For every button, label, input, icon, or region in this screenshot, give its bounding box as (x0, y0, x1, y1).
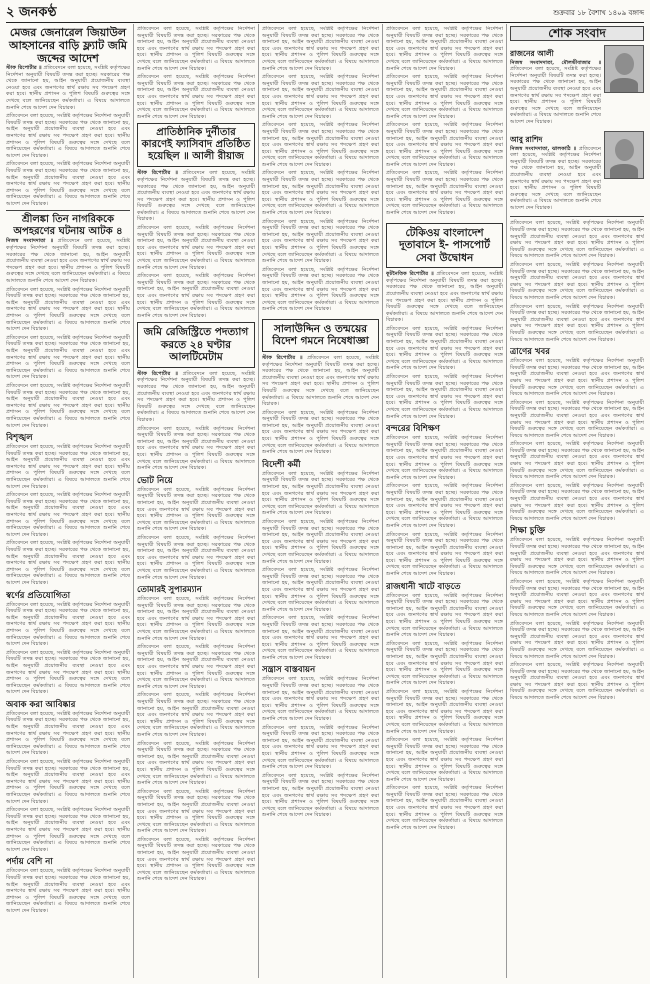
article-headline: বিদেশী কর্মী (262, 459, 301, 470)
article-headline: তোমারই সুপারম্যান (137, 585, 202, 596)
article-headline: বন্দরের বিশিক্ষণ (386, 424, 440, 435)
article-headline: অবাক করা আবিষ্কার (6, 699, 76, 710)
article-byline: স্টাফ রিপোর্টার ॥ (6, 65, 42, 71)
article-byline: নিজস্ব সংবাদদাতা ॥ (6, 238, 54, 245)
article-headline: স্বর্ণের প্রতিযোগিতা (6, 590, 71, 601)
obituary-photo (604, 131, 644, 179)
column-rule (382, 24, 383, 978)
article-headline: জমি রেজিস্ট্রিতে পদত্যাগ করতে ২৪ ঘণ্টার আলটিমেটাম (143, 326, 249, 364)
article-headline: মেজর জেনারেল জিয়াউল আহসানের বাড়ি ফ্ল্যাট জমি জব্দের আদেশ (8, 26, 128, 65)
column-3: প্রতিবেদনে বলা হয়েছে, সংশ্লিষ্ট কর্তৃপক্ষের নির্দেশনা অনুযায়ী বিষয়টি তদন্ত করা হচ্ছে। সরকারের পক্ষ থেকে জানানো হয়, আইন অনুযায়ী প্রয়োজনীয় ব্যবস্থা নেওয়া হবে এবং জনগণের স্বার্থ রক্ষায় সব পদক্ষেপ গ্রহণ করা হবে। স্থানীয় প্রশাসন ও পুলিশ বিষয়টি গুরুত্বের সঙ্গে দেখছে বলে জানিয়েছেন কর্মকর্তারা। এ বিষয়ে আদালতে শুনানি শেষে আদেশ দেন বিচারক। প্রতিবেদনে বলা হয়েছে, সংশ্লিষ্ট কর্তৃপক্ষের নির্দেশনা অনুযায়ী বিষয়টি তদন্ত করা হচ্ছে। সরকারের পক্ষ থেকে জানানো হয়, আইন অনুযায়ী প্রয়োজনীয় ব্যবস্থা নেওয়া হবে এবং জনগণের স্বার্থ রক্ষায় সব পদক্ষেপ গ্রহণ করা হবে। স্থানীয় প্রশাসন ও পুলিশ বিষয়টি গুরুত্বের সঙ্গে দেখছে বলে জানিয়েছেন কর্মকর্তারা। এ বিষয়ে আদালতে শুনানি শেষে আদেশ দেন বিচারক। প্রতিবেদনে বলা হয়েছে, সংশ্লিষ্ট কর্তৃপক্ষের নির্দেশনা অনুযায়ী বিষয়টি তদন্ত করা হচ্ছে। সরকারের পক্ষ থেকে জানানো হয়, আইন অনুযায়ী প্রয়োজনীয় ব্যবস্থা নেওয়া হবে এবং জনগণের স্বার্থ রক্ষায় সব পদক্ষেপ গ্রহণ করা হবে। স্থানীয় প্রশাসন ও পুলিশ বিষয়টি গুরুত্বের সঙ্গে দেখছে বলে জানিয়েছেন কর্মকর্তারা। এ বিষয়ে আদালতে শুনানি শেষে আদেশ দেন বিচারক। প্রতিবেদনে বলা হয়েছে, সংশ্লিষ্ট কর্তৃপক্ষের নির্দেশনা অনুযায়ী বিষয়টি তদন্ত করা হচ্ছে। সরকারের পক্ষ থেকে জানানো হয়, আইন অনুযায়ী প্রয়োজনীয় ব্যবস্থা নেওয়া হবে এবং জনগণের স্বার্থ রক্ষায় সব পদক্ষেপ গ্রহণ করা হবে। স্থানীয় প্রশাসন ও পুলিশ বিষয়টি গুরুত্বের সঙ্গে দেখছে বলে জানিয়েছেন কর্মকর্তারা। এ বিষয়ে আদালতে শুনানি শেষে আদেশ দেন বিচারক। প্রতিবেদনে বলা হয়েছে, সংশ্লিষ্ট কর্তৃপক্ষের নির্দেশনা অনুযায়ী বিষয়টি তদন্ত করা হচ্ছে। সরকারের পক্ষ থেকে জানানো হয়, আইন অনুযায়ী প্রয়োজনীয় ব্যবস্থা নেওয়া হবে এবং জনগণের স্বার্থ রক্ষায় সব পদক্ষেপ গ্রহণ করা হবে। স্থানীয় প্রশাসন ও পুলিশ বিষয়টি গুরুত্বের সঙ্গে দেখছে বলে জানিয়েছেন কর্মকর্তারা। এ বিষয়ে আদালতে শুনানি শেষে আদেশ দেন বিচারক। প্রতিবেদনে বলা হয়েছে, সংশ্লিষ্ট কর্তৃপক্ষের নির্দেশনা অনুযায়ী বিষয়টি তদন্ত করা হচ্ছে। সরকারের পক্ষ থেকে জানানো হয়, আইন অনুযায়ী প্রয়োজনীয় ব্যবস্থা নেওয়া হবে এবং জনগণের স্বার্থ রক্ষায় সব পদক্ষেপ গ্রহণ করা হবে। স্থানীয় প্রশাসন ও পুলিশ বিষয়টি গুরুত্বের সঙ্গে দেখছে বলে জানিয়েছেন কর্মকর্তারা। এ বিষয়ে আদালতে শুনানি শেষে আদেশ দেন বিচারক। সালাউদ্দিন ও তন্ময়ের বিদেশ গমনে নিষেধাজ্ঞা স্টাফ রিপোর্টার ॥ প্রতিবেদনে বলা হয়েছে, সংশ্লিষ্ট কর্তৃপক্ষের নির্দেশনা অনুযায়ী বিষয়টি তদন্ত করা হচ্ছে। সরকারের পক্ষ থেকে জানানো হয়, আইন অনুযায়ী প্রয়োজনীয় ব্যবস্থা নেওয়া হবে এবং জনগণের স্বার্থ রক্ষায় সব পদক্ষেপ গ্রহণ করা হবে। স্থানীয় প্রশাসন ও পুলিশ বিষয়টি গুরুত্বের সঙ্গে দেখছে বলে জানিয়েছেন কর্মকর্তারা। এ বিষয়ে আদালতে শুনানি শেষে আদেশ দেন বিচারক। প্রতিবেদনে বলা হয়েছে, সংশ্লিষ্ট কর্তৃপক্ষের নির্দেশনা অনুযায়ী বিষয়টি তদন্ত করা হচ্ছে। সরকারের পক্ষ থেকে জানানো হয়, আইন অনুযায়ী প্রয়োজনীয় ব্যবস্থা নেওয়া হবে এবং জনগণের স্বার্থ রক্ষায় সব পদক্ষেপ গ্রহণ করা হবে। স্থানীয় প্রশাসন ও পুলিশ বিষয়টি গুরুত্বের সঙ্গে দেখছে বলে জানিয়েছেন কর্মকর্তারা। এ বিষয়ে আদালতে শুনানি শেষে আদেশ দেন বিচারক। বিদেশী কর্মী প্রতিবেদনে বলা হয়েছে, সংশ্লিষ্ট কর্তৃপক্ষের নির্দেশনা অনুযায়ী বিষয়টি তদন্ত করা হচ্ছে। সরকারের পক্ষ থেকে জানানো হয়, আইন অনুযায়ী প্রয়োজনীয় ব্যবস্থা নেওয়া হবে এবং জনগণের স্বার্থ রক্ষায় সব পদক্ষেপ গ্রহণ করা হবে। স্থানীয় প্রশাসন ও পুলিশ বিষয়টি গুরুত্বের সঙ্গে দেখছে বলে জানিয়েছেন কর্মকর্তারা। এ বিষয়ে আদালতে শুনানি শেষে আদেশ দেন বিচারক। প্রতিবেদনে বলা হয়েছে, সংশ্লিষ্ট কর্তৃপক্ষের নির্দেশনা অনুযায়ী বিষয়টি তদন্ত করা হচ্ছে। সরকারের পক্ষ থেকে জানানো হয়, আইন অনুযায়ী প্রয়োজনীয় ব্যবস্থা নেওয়া হবে এবং জনগণের স্বার্থ রক্ষায় সব পদক্ষেপ গ্রহণ করা হবে। স্থানীয় প্রশাসন ও পুলিশ বিষয়টি গুরুত্বের সঙ্গে দেখছে বলে জানিয়েছেন কর্মকর্তারা। এ বিষয়ে আদালতে শুনানি শেষে আদেশ দেন বিচারক। প্রতিবেদনে বলা হয়েছে, সংশ্লিষ্ট কর্তৃপক্ষের নির্দেশনা অনুযায়ী বিষয়টি তদন্ত করা হচ্ছে। সরকারের পক্ষ থেকে জানানো হয়, আইন অনুযায়ী প্রয়োজনীয় ব্যবস্থা নেওয়া হবে এবং জনগণের স্বার্থ রক্ষায় সব পদক্ষেপ গ্রহণ করা হবে। স্থানীয় প্রশাসন ও পুলিশ বিষয়টি গুরুত্বের সঙ্গে দেখছে বলে জানিয়েছেন কর্মকর্তারা। এ বিষয়ে আদালতে শুনানি শেষে আদেশ দেন বিচারক। প্রতিবেদনে বলা হয়েছে, সংশ্লিষ্ট কর্তৃপক্ষের নির্দেশনা অনুযায়ী বিষয়টি তদন্ত করা হচ্ছে। সরকারের পক্ষ থেকে জানানো হয়, আইন অনুযায়ী প্রয়োজনীয় ব্যবস্থা নেওয়া হবে এবং জনগণের স্বার্থ রক্ষায় সব পদক্ষেপ গ্রহণ করা হবে। স্থানীয় প্রশাসন ও পুলিশ বিষয়টি গুরুত্বের সঙ্গে দেখছে বলে জানিয়েছেন কর্মকর্তারা। এ বিষয়ে আদালতে শুনানি শেষে আদেশ দেন বিচারক। সন্ত্রাস বাস্তবায়ন প্রতিবেদনে বলা হয়েছে, সংশ্লিষ্ট কর্তৃপক্ষের নির্দেশনা অনুযায়ী বিষয়টি তদন্ত করা হচ্ছে। সরকারের পক্ষ থেকে জানানো হয়, আইন অনুযায়ী প্রয়োজনীয় ব্যবস্থা নেওয়া হবে এবং জনগণের স্বার্থ রক্ষায় সব পদক্ষেপ গ্রহণ করা হবে। স্থানীয় প্রশাসন ও পুলিশ বিষয়টি গুরুত্বের সঙ্গে দেখছে বলে জানিয়েছেন কর্মকর্তারা। এ বিষয়ে আদালতে শুনানি শেষে আদেশ দেন বিচারক। প্রতিবেদনে বলা হয়েছে, সংশ্লিষ্ট কর্তৃপক্ষের নির্দেশনা অনুযায়ী বিষয়টি তদন্ত করা হচ্ছে। সরকারের পক্ষ থেকে জানানো হয়, আইন অনুযায়ী প্রয়োজনীয় ব্যবস্থা নেওয়া হবে এবং জনগণের স্বার্থ রক্ষায় সব পদক্ষেপ গ্রহণ করা হবে। স্থানীয় প্রশাসন ও পুলিশ বিষয়টি গুরুত্বের সঙ্গে দেখছে বলে জানিয়েছেন কর্মকর্তারা। এ বিষয়ে আদালতে শুনানি শেষে আদেশ দেন বিচারক। প্রতিবেদনে বলা হয়েছে, সংশ্লিষ্ট কর্তৃপক্ষের নির্দেশনা অনুযায়ী বিষয়টি তদন্ত করা হচ্ছে। সরকারের পক্ষ থেকে জানানো হয়, আইন অনুযায়ী প্রয়োজনীয় ব্যবস্থা নেওয়া হবে এবং জনগণের স্বার্থ রক্ষায় সব পদক্ষেপ গ্রহণ করা হবে। স্থানীয় প্রশাসন ও পুলিশ বিষয়টি গুরুত্বের সঙ্গে দেখছে বলে জানিয়েছেন কর্মকর্তারা। এ বিষয়ে আদালতে শুনানি শেষে আদেশ দেন বিচারক। (262, 26, 379, 819)
masthead (6, 4, 644, 23)
article-box (262, 319, 379, 352)
article-byline: কূটনৈতিক রিপোর্টার ॥ (386, 271, 434, 278)
article-headline: সন্ত্রাস বাস্তবায়ন (262, 665, 316, 676)
issue-date: শুক্রবার ১৮ বৈশাখ ১৪০৯ বঙ্গাব্দ (553, 9, 644, 17)
obituary-caption: নিজস্ব সংবাদদাতা, মৌলভীবাজার ॥ (510, 59, 601, 66)
page-number: ২ (6, 4, 15, 20)
obituary-entry: আবু রাশিদ নিজস্ব সংবাদদাতা, ঝালকাঠি ॥ প্রতিবেদনে বলা হয়েছে, সংশ্লিষ্ট কর্তৃপক্ষের নির্দেশনা অনুযায়ী বিষয়টি তদন্ত করা হচ্ছে। সরকারের পক্ষ থেকে জানানো হয়, আইন অনুযায়ী প্রয়োজনীয় ব্যবস্থা নেওয়া হবে এবং জনগণের স্বার্থ রক্ষায় সব পদক্ষেপ গ্রহণ করা হবে। স্থানীয় প্রশাসন ও পুলিশ বিষয়টি গুরুত্বের সঙ্গে দেখছে বলে জানিয়েছেন কর্মকর্তারা। এ বিষয়ে আদালতে শুনানি শেষে আদেশ দেন বিচারক। (510, 131, 644, 214)
brand-logo: জনকণ্ঠ (18, 4, 57, 20)
article-headline: শ্রীলঙ্কা তিন নাগরিককে অপহরণের ঘটনায় আটক ৪ (13, 214, 123, 238)
article-headline: পর্দায় বেশি না (6, 857, 53, 868)
article-headline: টেকিওয় বাংলাদেশ দূতাবাসে ই- পাসপোর্ট সেবা উদ্বোধন (399, 226, 490, 264)
article-byline: স্টাফ রিপোর্টার ॥ (137, 170, 178, 177)
article-box (386, 223, 503, 269)
article-byline: স্টাফ রিপোর্টার ॥ (137, 370, 178, 377)
obituary-photo (604, 45, 644, 93)
obituary-caption: নিজস্ব সংবাদদাতা, ঝালকাঠি ॥ (510, 145, 577, 152)
column-rule (258, 24, 259, 978)
article-headline: প্রাতিষ্ঠানিক দুর্নীতার কারণেই ফ্যাসিবাদ প্রতিষ্ঠিত হয়েছিল ॥ আলী রীয়াজ (141, 127, 251, 163)
article-headline: ত্রাণের খবর (510, 347, 550, 358)
column-5: শোক সংবাদ রাজনের আলী নিজস্ব সংবাদদাতা, মৌলভীবাজার ॥ প্রতিবেদনে বলা হয়েছে, সংশ্লিষ্ট কর্তৃপক্ষের নির্দেশনা অনুযায়ী বিষয়টি তদন্ত করা হচ্ছে। সরকারের পক্ষ থেকে জানানো হয়, আইন অনুযায়ী প্রয়োজনীয় ব্যবস্থা নেওয়া হবে এবং জনগণের স্বার্থ রক্ষায় সব পদক্ষেপ গ্রহণ করা হবে। স্থানীয় প্রশাসন ও পুলিশ বিষয়টি গুরুত্বের সঙ্গে দেখছে বলে জানিয়েছেন কর্মকর্তারা। এ বিষয়ে আদালতে শুনানি শেষে আদেশ দেন বিচারক। আবু রাশিদ নিজস্ব সংবাদদাতা, ঝালকাঠি ॥ প্রতিবেদনে বলা হয়েছে, সংশ্লিষ্ট কর্তৃপক্ষের নির্দেশনা অনুযায়ী বিষয়টি তদন্ত করা হচ্ছে। সরকারের পক্ষ থেকে জানানো হয়, আইন অনুযায়ী প্রয়োজনীয় ব্যবস্থা নেওয়া হবে এবং জনগণের স্বার্থ রক্ষায় সব পদক্ষেপ গ্রহণ করা হবে। স্থানীয় প্রশাসন ও পুলিশ বিষয়টি গুরুত্বের সঙ্গে দেখছে বলে জানিয়েছেন কর্মকর্তারা। এ বিষয়ে আদালতে শুনানি শেষে আদেশ দেন বিচারক। প্রতিবেদনে বলা হয়েছে, সংশ্লিষ্ট কর্তৃপক্ষের নির্দেশনা অনুযায়ী বিষয়টি তদন্ত করা হচ্ছে। সরকারের পক্ষ থেকে জানানো হয়, আইন অনুযায়ী প্রয়োজনীয় ব্যবস্থা নেওয়া হবে এবং জনগণের স্বার্থ রক্ষায় সব পদক্ষেপ গ্রহণ করা হবে। স্থানীয় প্রশাসন ও পুলিশ বিষয়টি গুরুত্বের সঙ্গে দেখছে বলে জানিয়েছেন কর্মকর্তারা। এ বিষয়ে আদালতে শুনানি শেষে আদেশ দেন বিচারক। প্রতিবেদনে বলা হয়েছে, সংশ্লিষ্ট কর্তৃপক্ষের নির্দেশনা অনুযায়ী বিষয়টি তদন্ত করা হচ্ছে। সরকারের পক্ষ থেকে জানানো হয়, আইন অনুযায়ী প্রয়োজনীয় ব্যবস্থা নেওয়া হবে এবং জনগণের স্বার্থ রক্ষায় সব পদক্ষেপ গ্রহণ করা হবে। স্থানীয় প্রশাসন ও পুলিশ বিষয়টি গুরুত্বের সঙ্গে দেখছে বলে জানিয়েছেন কর্মকর্তারা। এ বিষয়ে আদালতে শুনানি শেষে আদেশ দেন বিচারক। প্রতিবেদনে বলা হয়েছে, সংশ্লিষ্ট কর্তৃপক্ষের নির্দেশনা অনুযায়ী বিষয়টি তদন্ত করা হচ্ছে। সরকারের পক্ষ থেকে জানানো হয়, আইন অনুযায়ী প্রয়োজনীয় ব্যবস্থা নেওয়া হবে এবং জনগণের স্বার্থ রক্ষায় সব পদক্ষেপ গ্রহণ করা হবে। স্থানীয় প্রশাসন ও পুলিশ বিষয়টি গুরুত্বের সঙ্গে দেখছে বলে জানিয়েছেন কর্মকর্তারা। এ বিষয়ে আদালতে শুনানি শেষে আদেশ দেন বিচারক। ত্রাণের খবর প্রতিবেদনে বলা হয়েছে, সংশ্লিষ্ট কর্তৃপক্ষের নির্দেশনা অনুযায়ী বিষয়টি তদন্ত করা হচ্ছে। সরকারের পক্ষ থেকে জানানো হয়, আইন অনুযায়ী প্রয়োজনীয় ব্যবস্থা নেওয়া হবে এবং জনগণের স্বার্থ রক্ষায় সব পদক্ষেপ গ্রহণ করা হবে। স্থানীয় প্রশাসন ও পুলিশ বিষয়টি গুরুত্বের সঙ্গে দেখছে বলে জানিয়েছেন কর্মকর্তারা। এ বিষয়ে আদালতে শুনানি শেষে আদেশ দেন বিচারক। প্রতিবেদনে বলা হয়েছে, সংশ্লিষ্ট কর্তৃপক্ষের নির্দেশনা অনুযায়ী বিষয়টি তদন্ত করা হচ্ছে। সরকারের পক্ষ থেকে জানানো হয়, আইন অনুযায়ী প্রয়োজনীয় ব্যবস্থা নেওয়া হবে এবং জনগণের স্বার্থ রক্ষায় সব পদক্ষেপ গ্রহণ করা হবে। স্থানীয় প্রশাসন ও পুলিশ বিষয়টি গুরুত্বের সঙ্গে দেখছে বলে জানিয়েছেন কর্মকর্তারা। এ বিষয়ে আদালতে শুনানি শেষে আদেশ দেন বিচারক। প্রতিবেদনে বলা হয়েছে, সংশ্লিষ্ট কর্তৃপক্ষের নির্দেশনা অনুযায়ী বিষয়টি তদন্ত করা হচ্ছে। সরকারের পক্ষ থেকে জানানো হয়, আইন অনুযায়ী প্রয়োজনীয় ব্যবস্থা নেওয়া হবে এবং জনগণের স্বার্থ রক্ষায় সব পদক্ষেপ গ্রহণ করা হবে। স্থানীয় প্রশাসন ও পুলিশ বিষয়টি গুরুত্বের সঙ্গে দেখছে বলে জানিয়েছেন কর্মকর্তারা। এ বিষয়ে আদালতে শুনানি শেষে আদেশ দেন বিচারক। প্রতিবেদনে বলা হয়েছে, সংশ্লিষ্ট কর্তৃপক্ষের নির্দেশনা অনুযায়ী বিষয়টি তদন্ত করা হচ্ছে। সরকারের পক্ষ থেকে জানানো হয়, আইন অনুযায়ী প্রয়োজনীয় ব্যবস্থা নেওয়া হবে এবং জনগণের স্বার্থ রক্ষায় সব পদক্ষেপ গ্রহণ করা হবে। স্থানীয় প্রশাসন ও পুলিশ বিষয়টি গুরুত্বের সঙ্গে দেখছে বলে জানিয়েছেন কর্মকর্তারা। এ বিষয়ে আদালতে শুনানি শেষে আদেশ দেন বিচারক। শিক্ষা চুক্তি প্রতিবেদনে বলা হয়েছে, সংশ্লিষ্ট কর্তৃপক্ষের নির্দেশনা অনুযায়ী বিষয়টি তদন্ত করা হচ্ছে। সরকারের পক্ষ থেকে জানানো হয়, আইন অনুযায়ী প্রয়োজনীয় ব্যবস্থা নেওয়া হবে এবং জনগণের স্বার্থ রক্ষায় সব পদক্ষেপ গ্রহণ করা হবে। স্থানীয় প্রশাসন ও পুলিশ বিষয়টি গুরুত্বের সঙ্গে দেখছে বলে জানিয়েছেন কর্মকর্তারা। এ বিষয়ে আদালতে শুনানি শেষে আদেশ দেন বিচারক। প্রতিবেদনে বলা হয়েছে, সংশ্লিষ্ট কর্তৃপক্ষের নির্দেশনা অনুযায়ী বিষয়টি তদন্ত করা হচ্ছে। সরকারের পক্ষ থেকে জানানো হয়, আইন অনুযায়ী প্রয়োজনীয় ব্যবস্থা নেওয়া হবে এবং জনগণের স্বার্থ রক্ষায় সব পদক্ষেপ গ্রহণ করা হবে। স্থানীয় প্রশাসন ও পুলিশ বিষয়টি গুরুত্বের সঙ্গে দেখছে বলে জানিয়েছেন কর্মকর্তারা। এ বিষয়ে আদালতে শুনানি শেষে আদেশ দেন বিচারক। প্রতিবেদনে বলা হয়েছে, সংশ্লিষ্ট কর্তৃপক্ষের নির্দেশনা অনুযায়ী বিষয়টি তদন্ত করা হচ্ছে। সরকারের পক্ষ থেকে জানানো হয়, আইন অনুযায়ী প্রয়োজনীয় ব্যবস্থা নেওয়া হবে এবং জনগণের স্বার্থ রক্ষায় সব পদক্ষেপ গ্রহণ করা হবে। স্থানীয় প্রশাসন ও পুলিশ বিষয়টি গুরুত্বের সঙ্গে দেখছে বলে জানিয়েছেন কর্মকর্তারা। এ বিষয়ে আদালতে শুনানি শেষে আদেশ দেন বিচারক। প্রতিবেদনে বলা হয়েছে, সংশ্লিষ্ট কর্তৃপক্ষের নির্দেশনা অনুযায়ী বিষয়টি তদন্ত করা হচ্ছে। সরকারের পক্ষ থেকে জানানো হয়, আইন অনুযায়ী প্রয়োজনীয় ব্যবস্থা নেওয়া হবে এবং জনগণের স্বার্থ রক্ষায় সব পদক্ষেপ গ্রহণ করা হবে। স্থানীয় প্রশাসন ও পুলিশ বিষয়টি গুরুত্বের সঙ্গে দেখছে বলে জানিয়েছেন কর্মকর্তারা। এ বিষয়ে আদালতে শুনানি শেষে আদেশ দেন বিচারক। (510, 26, 644, 702)
page-header (6, 3, 56, 24)
column-rule (133, 24, 134, 978)
obituary-name: রাজনের আলী (510, 48, 554, 58)
article-headline: বিশৃঙ্খল (6, 433, 33, 444)
column-2: প্রতিবেদনে বলা হয়েছে, সংশ্লিষ্ট কর্তৃপক্ষের নির্দেশনা অনুযায়ী বিষয়টি তদন্ত করা হচ্ছে। সরকারের পক্ষ থেকে জানানো হয়, আইন অনুযায়ী প্রয়োজনীয় ব্যবস্থা নেওয়া হবে এবং জনগণের স্বার্থ রক্ষায় সব পদক্ষেপ গ্রহণ করা হবে। স্থানীয় প্রশাসন ও পুলিশ বিষয়টি গুরুত্বের সঙ্গে দেখছে বলে জানিয়েছেন কর্মকর্তারা। এ বিষয়ে আদালতে শুনানি শেষে আদেশ দেন বিচারক। প্রতিবেদনে বলা হয়েছে, সংশ্লিষ্ট কর্তৃপক্ষের নির্দেশনা অনুযায়ী বিষয়টি তদন্ত করা হচ্ছে। সরকারের পক্ষ থেকে জানানো হয়, আইন অনুযায়ী প্রয়োজনীয় ব্যবস্থা নেওয়া হবে এবং জনগণের স্বার্থ রক্ষায় সব পদক্ষেপ গ্রহণ করা হবে। স্থানীয় প্রশাসন ও পুলিশ বিষয়টি গুরুত্বের সঙ্গে দেখছে বলে জানিয়েছেন কর্মকর্তারা। এ বিষয়ে আদালতে শুনানি শেষে আদেশ দেন বিচারক। প্রাতিষ্ঠানিক দুর্নীতার কারণেই ফ্যাসিবাদ প্রতিষ্ঠিত হয়েছিল ॥ আলী রীয়াজ স্টাফ রিপোর্টার ॥ প্রতিবেদনে বলা হয়েছে, সংশ্লিষ্ট কর্তৃপক্ষের নির্দেশনা অনুযায়ী বিষয়টি তদন্ত করা হচ্ছে। সরকারের পক্ষ থেকে জানানো হয়, আইন অনুযায়ী প্রয়োজনীয় ব্যবস্থা নেওয়া হবে এবং জনগণের স্বার্থ রক্ষায় সব পদক্ষেপ গ্রহণ করা হবে। স্থানীয় প্রশাসন ও পুলিশ বিষয়টি গুরুত্বের সঙ্গে দেখছে বলে জানিয়েছেন কর্মকর্তারা। এ বিষয়ে আদালতে শুনানি শেষে আদেশ দেন বিচারক। প্রতিবেদনে বলা হয়েছে, সংশ্লিষ্ট কর্তৃপক্ষের নির্দেশনা অনুযায়ী বিষয়টি তদন্ত করা হচ্ছে। সরকারের পক্ষ থেকে জানানো হয়, আইন অনুযায়ী প্রয়োজনীয় ব্যবস্থা নেওয়া হবে এবং জনগণের স্বার্থ রক্ষায় সব পদক্ষেপ গ্রহণ করা হবে। স্থানীয় প্রশাসন ও পুলিশ বিষয়টি গুরুত্বের সঙ্গে দেখছে বলে জানিয়েছেন কর্মকর্তারা। এ বিষয়ে আদালতে শুনানি শেষে আদেশ দেন বিচারক। প্রতিবেদনে বলা হয়েছে, সংশ্লিষ্ট কর্তৃপক্ষের নির্দেশনা অনুযায়ী বিষয়টি তদন্ত করা হচ্ছে। সরকারের পক্ষ থেকে জানানো হয়, আইন অনুযায়ী প্রয়োজনীয় ব্যবস্থা নেওয়া হবে এবং জনগণের স্বার্থ রক্ষায় সব পদক্ষেপ গ্রহণ করা হবে। স্থানীয় প্রশাসন ও পুলিশ বিষয়টি গুরুত্বের সঙ্গে দেখছে বলে জানিয়েছেন কর্মকর্তারা। এ বিষয়ে আদালতে শুনানি শেষে আদেশ দেন বিচারক। জমি রেজিস্ট্রিতে পদত্যাগ করতে ২৪ ঘণ্টার আলটিমেটাম স্টাফ রিপোর্টার ॥ প্রতিবেদনে বলা হয়েছে, সংশ্লিষ্ট কর্তৃপক্ষের নির্দেশনা অনুযায়ী বিষয়টি তদন্ত করা হচ্ছে। সরকারের পক্ষ থেকে জানানো হয়, আইন অনুযায়ী প্রয়োজনীয় ব্যবস্থা নেওয়া হবে এবং জনগণের স্বার্থ রক্ষায় সব পদক্ষেপ গ্রহণ করা হবে। স্থানীয় প্রশাসন ও পুলিশ বিষয়টি গুরুত্বের সঙ্গে দেখছে বলে জানিয়েছেন কর্মকর্তারা। এ বিষয়ে আদালতে শুনানি শেষে আদেশ দেন বিচারক। প্রতিবেদনে বলা হয়েছে, সংশ্লিষ্ট কর্তৃপক্ষের নির্দেশনা অনুযায়ী বিষয়টি তদন্ত করা হচ্ছে। সরকারের পক্ষ থেকে জানানো হয়, আইন অনুযায়ী প্রয়োজনীয় ব্যবস্থা নেওয়া হবে এবং জনগণের স্বার্থ রক্ষায় সব পদক্ষেপ গ্রহণ করা হবে। স্থানীয় প্রশাসন ও পুলিশ বিষয়টি গুরুত্বের সঙ্গে দেখছে বলে জানিয়েছেন কর্মকর্তারা। এ বিষয়ে আদালতে শুনানি শেষে আদেশ দেন বিচারক। ভোট নিয়ে প্রতিবেদনে বলা হয়েছে, সংশ্লিষ্ট কর্তৃপক্ষের নির্দেশনা অনুযায়ী বিষয়টি তদন্ত করা হচ্ছে। সরকারের পক্ষ থেকে জানানো হয়, আইন অনুযায়ী প্রয়োজনীয় ব্যবস্থা নেওয়া হবে এবং জনগণের স্বার্থ রক্ষায় সব পদক্ষেপ গ্রহণ করা হবে। স্থানীয় প্রশাসন ও পুলিশ বিষয়টি গুরুত্বের সঙ্গে দেখছে বলে জানিয়েছেন কর্মকর্তারা। এ বিষয়ে আদালতে শুনানি শেষে আদেশ দেন বিচারক। প্রতিবেদনে বলা হয়েছে, সংশ্লিষ্ট কর্তৃপক্ষের নির্দেশনা অনুযায়ী বিষয়টি তদন্ত করা হচ্ছে। সরকারের পক্ষ থেকে জানানো হয়, আইন অনুযায়ী প্রয়োজনীয় ব্যবস্থা নেওয়া হবে এবং জনগণের স্বার্থ রক্ষায় সব পদক্ষেপ গ্রহণ করা হবে। স্থানীয় প্রশাসন ও পুলিশ বিষয়টি গুরুত্বের সঙ্গে দেখছে বলে জানিয়েছেন কর্মকর্তারা। এ বিষয়ে আদালতে শুনানি শেষে আদেশ দেন বিচারক। তোমারই সুপারম্যান প্রতিবেদনে বলা হয়েছে, সংশ্লিষ্ট কর্তৃপক্ষের নির্দেশনা অনুযায়ী বিষয়টি তদন্ত করা হচ্ছে। সরকারের পক্ষ থেকে জানানো হয়, আইন অনুযায়ী প্রয়োজনীয় ব্যবস্থা নেওয়া হবে এবং জনগণের স্বার্থ রক্ষায় সব পদক্ষেপ গ্রহণ করা হবে। স্থানীয় প্রশাসন ও পুলিশ বিষয়টি গুরুত্বের সঙ্গে দেখছে বলে জানিয়েছেন কর্মকর্তারা। এ বিষয়ে আদালতে শুনানি শেষে আদেশ দেন বিচারক। প্রতিবেদনে বলা হয়েছে, সংশ্লিষ্ট কর্তৃপক্ষের নির্দেশনা অনুযায়ী বিষয়টি তদন্ত করা হচ্ছে। সরকারের পক্ষ থেকে জানানো হয়, আইন অনুযায়ী প্রয়োজনীয় ব্যবস্থা নেওয়া হবে এবং জনগণের স্বার্থ রক্ষায় সব পদক্ষেপ গ্রহণ করা হবে। স্থানীয় প্রশাসন ও পুলিশ বিষয়টি গুরুত্বের সঙ্গে দেখছে বলে জানিয়েছেন কর্মকর্তারা। এ বিষয়ে আদালতে শুনানি শেষে আদেশ দেন বিচারক। প্রতিবেদনে বলা হয়েছে, সংশ্লিষ্ট কর্তৃপক্ষের নির্দেশনা অনুযায়ী বিষয়টি তদন্ত করা হচ্ছে। সরকারের পক্ষ থেকে জানানো হয়, আইন অনুযায়ী প্রয়োজনীয় ব্যবস্থা নেওয়া হবে এবং জনগণের স্বার্থ রক্ষায় সব পদক্ষেপ গ্রহণ করা হবে। স্থানীয় প্রশাসন ও পুলিশ বিষয়টি গুরুত্বের সঙ্গে দেখছে বলে জানিয়েছেন কর্মকর্তারা। এ বিষয়ে আদালতে শুনানি শেষে আদেশ দেন বিচারক। প্রতিবেদনে বলা হয়েছে, সংশ্লিষ্ট কর্তৃপক্ষের নির্দেশনা অনুযায়ী বিষয়টি তদন্ত করা হচ্ছে। সরকারের পক্ষ থেকে জানানো হয়, আইন অনুযায়ী প্রয়োজনীয় ব্যবস্থা নেওয়া হবে এবং জনগণের স্বার্থ রক্ষায় সব পদক্ষেপ গ্রহণ করা হবে। স্থানীয় প্রশাসন ও পুলিশ বিষয়টি গুরুত্বের সঙ্গে দেখছে বলে জানিয়েছেন কর্মকর্তারা। এ বিষয়ে আদালতে শুনানি শেষে আদেশ দেন বিচারক। প্রতিবেদনে বলা হয়েছে, সংশ্লিষ্ট কর্তৃপক্ষের নির্দেশনা অনুযায়ী বিষয়টি তদন্ত করা হচ্ছে। সরকারের পক্ষ থেকে জানানো হয়, আইন অনুযায়ী প্রয়োজনীয় ব্যবস্থা নেওয়া হবে এবং জনগণের স্বার্থ রক্ষায় সব পদক্ষেপ গ্রহণ করা হবে। স্থানীয় প্রশাসন ও পুলিশ বিষয়টি গুরুত্বের সঙ্গে দেখছে বলে জানিয়েছেন কর্মকর্তারা। এ বিষয়ে আদালতে শুনানি শেষে আদেশ দেন বিচারক। প্রতিবেদনে বলা হয়েছে, সংশ্লিষ্ট কর্তৃপক্ষের নির্দেশনা অনুযায়ী বিষয়টি তদন্ত করা হচ্ছে। সরকারের পক্ষ থেকে জানানো হয়, আইন অনুযায়ী প্রয়োজনীয় ব্যবস্থা নেওয়া হবে এবং জনগণের স্বার্থ রক্ষায় সব পদক্ষেপ গ্রহণ করা হবে। স্থানীয় প্রশাসন ও পুলিশ বিষয়টি গুরুত্বের সঙ্গে দেখছে বলে জানিয়েছেন কর্মকর্তারা। এ বিষয়ে আদালতে শুনানি শেষে আদেশ দেন বিচারক। (137, 26, 255, 883)
article-headline: ভোট নিয়ে (137, 475, 173, 486)
obituary-heading: শোক সংবাদ (510, 26, 644, 41)
obituary-entry: রাজনের আলী নিজস্ব সংবাদদাতা, মৌলভীবাজার ॥ প্রতিবেদনে বলা হয়েছে, সংশ্লিষ্ট কর্তৃপক্ষের নির্দেশনা অনুযায়ী বিষয়টি তদন্ত করা হচ্ছে। সরকারের পক্ষ থেকে জানানো হয়, আইন অনুযায়ী প্রয়োজনীয় ব্যবস্থা নেওয়া হবে এবং জনগণের স্বার্থ রক্ষায় সব পদক্ষেপ গ্রহণ করা হবে। স্থানীয় প্রশাসন ও পুলিশ বিষয়টি গুরুত্বের সঙ্গে দেখছে বলে জানিয়েছেন কর্মকর্তারা। এ বিষয়ে আদালতে শুনানি শেষে আদেশ দেন বিচারক। (510, 45, 644, 128)
column-4: প্রতিবেদনে বলা হয়েছে, সংশ্লিষ্ট কর্তৃপক্ষের নির্দেশনা অনুযায়ী বিষয়টি তদন্ত করা হচ্ছে। সরকারের পক্ষ থেকে জানানো হয়, আইন অনুযায়ী প্রয়োজনীয় ব্যবস্থা নেওয়া হবে এবং জনগণের স্বার্থ রক্ষায় সব পদক্ষেপ গ্রহণ করা হবে। স্থানীয় প্রশাসন ও পুলিশ বিষয়টি গুরুত্বের সঙ্গে দেখছে বলে জানিয়েছেন কর্মকর্তারা। এ বিষয়ে আদালতে শুনানি শেষে আদেশ দেন বিচারক। প্রতিবেদনে বলা হয়েছে, সংশ্লিষ্ট কর্তৃপক্ষের নির্দেশনা অনুযায়ী বিষয়টি তদন্ত করা হচ্ছে। সরকারের পক্ষ থেকে জানানো হয়, আইন অনুযায়ী প্রয়োজনীয় ব্যবস্থা নেওয়া হবে এবং জনগণের স্বার্থ রক্ষায় সব পদক্ষেপ গ্রহণ করা হবে। স্থানীয় প্রশাসন ও পুলিশ বিষয়টি গুরুত্বের সঙ্গে দেখছে বলে জানিয়েছেন কর্মকর্তারা। এ বিষয়ে আদালতে শুনানি শেষে আদেশ দেন বিচারক। প্রতিবেদনে বলা হয়েছে, সংশ্লিষ্ট কর্তৃপক্ষের নির্দেশনা অনুযায়ী বিষয়টি তদন্ত করা হচ্ছে। সরকারের পক্ষ থেকে জানানো হয়, আইন অনুযায়ী প্রয়োজনীয় ব্যবস্থা নেওয়া হবে এবং জনগণের স্বার্থ রক্ষায় সব পদক্ষেপ গ্রহণ করা হবে। স্থানীয় প্রশাসন ও পুলিশ বিষয়টি গুরুত্বের সঙ্গে দেখছে বলে জানিয়েছেন কর্মকর্তারা। এ বিষয়ে আদালতে শুনানি শেষে আদেশ দেন বিচারক। প্রতিবেদনে বলা হয়েছে, সংশ্লিষ্ট কর্তৃপক্ষের নির্দেশনা অনুযায়ী বিষয়টি তদন্ত করা হচ্ছে। সরকারের পক্ষ থেকে জানানো হয়, আইন অনুযায়ী প্রয়োজনীয় ব্যবস্থা নেওয়া হবে এবং জনগণের স্বার্থ রক্ষায় সব পদক্ষেপ গ্রহণ করা হবে। স্থানীয় প্রশাসন ও পুলিশ বিষয়টি গুরুত্বের সঙ্গে দেখছে বলে জানিয়েছেন কর্মকর্তারা। এ বিষয়ে আদালতে শুনানি শেষে আদেশ দেন বিচারক। টেকিওয় বাংলাদেশ দূতাবাসে ই- পাসপোর্ট সেবা উদ্বোধন কূটনৈতিক রিপোর্টার ॥ প্রতিবেদনে বলা হয়েছে, সংশ্লিষ্ট কর্তৃপক্ষের নির্দেশনা অনুযায়ী বিষয়টি তদন্ত করা হচ্ছে। সরকারের পক্ষ থেকে জানানো হয়, আইন অনুযায়ী প্রয়োজনীয় ব্যবস্থা নেওয়া হবে এবং জনগণের স্বার্থ রক্ষায় সব পদক্ষেপ গ্রহণ করা হবে। স্থানীয় প্রশাসন ও পুলিশ বিষয়টি গুরুত্বের সঙ্গে দেখছে বলে জানিয়েছেন কর্মকর্তারা। এ বিষয়ে আদালতে শুনানি শেষে আদেশ দেন বিচারক। প্রতিবেদনে বলা হয়েছে, সংশ্লিষ্ট কর্তৃপক্ষের নির্দেশনা অনুযায়ী বিষয়টি তদন্ত করা হচ্ছে। সরকারের পক্ষ থেকে জানানো হয়, আইন অনুযায়ী প্রয়োজনীয় ব্যবস্থা নেওয়া হবে এবং জনগণের স্বার্থ রক্ষায় সব পদক্ষেপ গ্রহণ করা হবে। স্থানীয় প্রশাসন ও পুলিশ বিষয়টি গুরুত্বের সঙ্গে দেখছে বলে জানিয়েছেন কর্মকর্তারা। এ বিষয়ে আদালতে শুনানি শেষে আদেশ দেন বিচারক। প্রতিবেদনে বলা হয়েছে, সংশ্লিষ্ট কর্তৃপক্ষের নির্দেশনা অনুযায়ী বিষয়টি তদন্ত করা হচ্ছে। সরকারের পক্ষ থেকে জানানো হয়, আইন অনুযায়ী প্রয়োজনীয় ব্যবস্থা নেওয়া হবে এবং জনগণের স্বার্থ রক্ষায় সব পদক্ষেপ গ্রহণ করা হবে। স্থানীয় প্রশাসন ও পুলিশ বিষয়টি গুরুত্বের সঙ্গে দেখছে বলে জানিয়েছেন কর্মকর্তারা। এ বিষয়ে আদালতে শুনানি শেষে আদেশ দেন বিচারক। বন্দরের বিশিক্ষণ প্রতিবেদনে বলা হয়েছে, সংশ্লিষ্ট কর্তৃপক্ষের নির্দেশনা অনুযায়ী বিষয়টি তদন্ত করা হচ্ছে। সরকারের পক্ষ থেকে জানানো হয়, আইন অনুযায়ী প্রয়োজনীয় ব্যবস্থা নেওয়া হবে এবং জনগণের স্বার্থ রক্ষায় সব পদক্ষেপ গ্রহণ করা হবে। স্থানীয় প্রশাসন ও পুলিশ বিষয়টি গুরুত্বের সঙ্গে দেখছে বলে জানিয়েছেন কর্মকর্তারা। এ বিষয়ে আদালতে শুনানি শেষে আদেশ দেন বিচারক। প্রতিবেদনে বলা হয়েছে, সংশ্লিষ্ট কর্তৃপক্ষের নির্দেশনা অনুযায়ী বিষয়টি তদন্ত করা হচ্ছে। সরকারের পক্ষ থেকে জানানো হয়, আইন অনুযায়ী প্রয়োজনীয় ব্যবস্থা নেওয়া হবে এবং জনগণের স্বার্থ রক্ষায় সব পদক্ষেপ গ্রহণ করা হবে। স্থানীয় প্রশাসন ও পুলিশ বিষয়টি গুরুত্বের সঙ্গে দেখছে বলে জানিয়েছেন কর্মকর্তারা। এ বিষয়ে আদালতে শুনানি শেষে আদেশ দেন বিচারক। প্রতিবেদনে বলা হয়েছে, সংশ্লিষ্ট কর্তৃপক্ষের নির্দেশনা অনুযায়ী বিষয়টি তদন্ত করা হচ্ছে। সরকারের পক্ষ থেকে জানানো হয়, আইন অনুযায়ী প্রয়োজনীয় ব্যবস্থা নেওয়া হবে এবং জনগণের স্বার্থ রক্ষায় সব পদক্ষেপ গ্রহণ করা হবে। স্থানীয় প্রশাসন ও পুলিশ বিষয়টি গুরুত্বের সঙ্গে দেখছে বলে জানিয়েছেন কর্মকর্তারা। এ বিষয়ে আদালতে শুনানি শেষে আদেশ দেন বিচারক। রাজধানী খাটে বাড়তে প্রতিবেদনে বলা হয়েছে, সংশ্লিষ্ট কর্তৃপক্ষের নির্দেশনা অনুযায়ী বিষয়টি তদন্ত করা হচ্ছে। সরকারের পক্ষ থেকে জানানো হয়, আইন অনুযায়ী প্রয়োজনীয় ব্যবস্থা নেওয়া হবে এবং জনগণের স্বার্থ রক্ষায় সব পদক্ষেপ গ্রহণ করা হবে। স্থানীয় প্রশাসন ও পুলিশ বিষয়টি গুরুত্বের সঙ্গে দেখছে বলে জানিয়েছেন কর্মকর্তারা। এ বিষয়ে আদালতে শুনানি শেষে আদেশ দেন বিচারক। প্রতিবেদনে বলা হয়েছে, সংশ্লিষ্ট কর্তৃপক্ষের নির্দেশনা অনুযায়ী বিষয়টি তদন্ত করা হচ্ছে। সরকারের পক্ষ থেকে জানানো হয়, আইন অনুযায়ী প্রয়োজনীয় ব্যবস্থা নেওয়া হবে এবং জনগণের স্বার্থ রক্ষায় সব পদক্ষেপ গ্রহণ করা হবে। স্থানীয় প্রশাসন ও পুলিশ বিষয়টি গুরুত্বের সঙ্গে দেখছে বলে জানিয়েছেন কর্মকর্তারা। এ বিষয়ে আদালতে শুনানি শেষে আদেশ দেন বিচারক। প্রতিবেদনে বলা হয়েছে, সংশ্লিষ্ট কর্তৃপক্ষের নির্দেশনা অনুযায়ী বিষয়টি তদন্ত করা হচ্ছে। সরকারের পক্ষ থেকে জানানো হয়, আইন অনুযায়ী প্রয়োজনীয় ব্যবস্থা নেওয়া হবে এবং জনগণের স্বার্থ রক্ষায় সব পদক্ষেপ গ্রহণ করা হবে। স্থানীয় প্রশাসন ও পুলিশ বিষয়টি গুরুত্বের সঙ্গে দেখছে বলে জানিয়েছেন কর্মকর্তারা। এ বিষয়ে আদালতে শুনানি শেষে আদেশ দেন বিচারক। প্রতিবেদনে বলা হয়েছে, সংশ্লিষ্ট কর্তৃপক্ষের নির্দেশনা অনুযায়ী বিষয়টি তদন্ত করা হচ্ছে। সরকারের পক্ষ থেকে জানানো হয়, আইন অনুযায়ী প্রয়োজনীয় ব্যবস্থা নেওয়া হবে এবং জনগণের স্বার্থ রক্ষায় সব পদক্ষেপ গ্রহণ করা হবে। স্থানীয় প্রশাসন ও পুলিশ বিষয়টি গুরুত্বের সঙ্গে দেখছে বলে জানিয়েছেন কর্মকর্তারা। এ বিষয়ে আদালতে শুনানি শেষে আদেশ দেন বিচারক। প্রতিবেদনে বলা হয়েছে, সংশ্লিষ্ট কর্তৃপক্ষের নির্দেশনা অনুযায়ী বিষয়টি তদন্ত করা হচ্ছে। সরকারের পক্ষ থেকে জানানো হয়, আইন অনুযায়ী প্রয়োজনীয় ব্যবস্থা নেওয়া হবে এবং জনগণের স্বার্থ রক্ষায় সব পদক্ষেপ গ্রহণ করা হবে। স্থানীয় প্রশাসন ও পুলিশ বিষয়টি গুরুত্বের সঙ্গে দেখছে বলে জানিয়েছেন কর্মকর্তারা। এ বিষয়ে আদালতে শুনানি শেষে আদেশ দেন বিচারক। (386, 26, 503, 831)
article-box (137, 123, 255, 167)
obituary-name: আবু রাশিদ (510, 134, 543, 144)
column-1: মেজর জেনারেল জিয়াউল আহসানের বাড়ি ফ্ল্যাট জমি জব্দের আদেশ স্টাফ রিপোর্টার ॥ প্রতিবেদনে বলা হয়েছে, সংশ্লিষ্ট কর্তৃপক্ষের নির্দেশনা অনুযায়ী বিষয়টি তদন্ত করা হচ্ছে। সরকারের পক্ষ থেকে জানানো হয়, আইন অনুযায়ী প্রয়োজনীয় ব্যবস্থা নেওয়া হবে এবং জনগণের স্বার্থ রক্ষায় সব পদক্ষেপ গ্রহণ করা হবে। স্থানীয় প্রশাসন ও পুলিশ বিষয়টি গুরুত্বের সঙ্গে দেখছে বলে জানিয়েছেন কর্মকর্তারা। এ বিষয়ে আদালতে শুনানি শেষে আদেশ দেন বিচারক। প্রতিবেদনে বলা হয়েছে, সংশ্লিষ্ট কর্তৃপক্ষের নির্দেশনা অনুযায়ী বিষয়টি তদন্ত করা হচ্ছে। সরকারের পক্ষ থেকে জানানো হয়, আইন অনুযায়ী প্রয়োজনীয় ব্যবস্থা নেওয়া হবে এবং জনগণের স্বার্থ রক্ষায় সব পদক্ষেপ গ্রহণ করা হবে। স্থানীয় প্রশাসন ও পুলিশ বিষয়টি গুরুত্বের সঙ্গে দেখছে বলে জানিয়েছেন কর্মকর্তারা। এ বিষয়ে আদালতে শুনানি শেষে আদেশ দেন বিচারক। প্রতিবেদনে বলা হয়েছে, সংশ্লিষ্ট কর্তৃপক্ষের নির্দেশনা অনুযায়ী বিষয়টি তদন্ত করা হচ্ছে। সরকারের পক্ষ থেকে জানানো হয়, আইন অনুযায়ী প্রয়োজনীয় ব্যবস্থা নেওয়া হবে এবং জনগণের স্বার্থ রক্ষায় সব পদক্ষেপ গ্রহণ করা হবে। স্থানীয় প্রশাসন ও পুলিশ বিষয়টি গুরুত্বের সঙ্গে দেখছে বলে জানিয়েছেন কর্মকর্তারা। এ বিষয়ে আদালতে শুনানি শেষে আদেশ দেন বিচারক। শ্রীলঙ্কা তিন নাগরিককে অপহরণের ঘটনায় আটক ৪ নিজস্ব সংবাদদাতা ॥ প্রতিবেদনে বলা হয়েছে, সংশ্লিষ্ট কর্তৃপক্ষের নির্দেশনা অনুযায়ী বিষয়টি তদন্ত করা হচ্ছে। সরকারের পক্ষ থেকে জানানো হয়, আইন অনুযায়ী প্রয়োজনীয় ব্যবস্থা নেওয়া হবে এবং জনগণের স্বার্থ রক্ষায় সব পদক্ষেপ গ্রহণ করা হবে। স্থানীয় প্রশাসন ও পুলিশ বিষয়টি গুরুত্বের সঙ্গে দেখছে বলে জানিয়েছেন কর্মকর্তারা। এ বিষয়ে আদালতে শুনানি শেষে আদেশ দেন বিচারক। প্রতিবেদনে বলা হয়েছে, সংশ্লিষ্ট কর্তৃপক্ষের নির্দেশনা অনুযায়ী বিষয়টি তদন্ত করা হচ্ছে। সরকারের পক্ষ থেকে জানানো হয়, আইন অনুযায়ী প্রয়োজনীয় ব্যবস্থা নেওয়া হবে এবং জনগণের স্বার্থ রক্ষায় সব পদক্ষেপ গ্রহণ করা হবে। স্থানীয় প্রশাসন ও পুলিশ বিষয়টি গুরুত্বের সঙ্গে দেখছে বলে জানিয়েছেন কর্মকর্তারা। এ বিষয়ে আদালতে শুনানি শেষে আদেশ দেন বিচারক। প্রতিবেদনে বলা হয়েছে, সংশ্লিষ্ট কর্তৃপক্ষের নির্দেশনা অনুযায়ী বিষয়টি তদন্ত করা হচ্ছে। সরকারের পক্ষ থেকে জানানো হয়, আইন অনুযায়ী প্রয়োজনীয় ব্যবস্থা নেওয়া হবে এবং জনগণের স্বার্থ রক্ষায় সব পদক্ষেপ গ্রহণ করা হবে। স্থানীয় প্রশাসন ও পুলিশ বিষয়টি গুরুত্বের সঙ্গে দেখছে বলে জানিয়েছেন কর্মকর্তারা। এ বিষয়ে আদালতে শুনানি শেষে আদেশ দেন বিচারক। প্রতিবেদনে বলা হয়েছে, সংশ্লিষ্ট কর্তৃপক্ষের নির্দেশনা অনুযায়ী বিষয়টি তদন্ত করা হচ্ছে। সরকারের পক্ষ থেকে জানানো হয়, আইন অনুযায়ী প্রয়োজনীয় ব্যবস্থা নেওয়া হবে এবং জনগণের স্বার্থ রক্ষায় সব পদক্ষেপ গ্রহণ করা হবে। স্থানীয় প্রশাসন ও পুলিশ বিষয়টি গুরুত্বের সঙ্গে দেখছে বলে জানিয়েছেন কর্মকর্তারা। এ বিষয়ে আদালতে শুনানি শেষে আদেশ দেন বিচারক। বিশৃঙ্খল প্রতিবেদনে বলা হয়েছে, সংশ্লিষ্ট কর্তৃপক্ষের নির্দেশনা অনুযায়ী বিষয়টি তদন্ত করা হচ্ছে। সরকারের পক্ষ থেকে জানানো হয়, আইন অনুযায়ী প্রয়োজনীয় ব্যবস্থা নেওয়া হবে এবং জনগণের স্বার্থ রক্ষায় সব পদক্ষেপ গ্রহণ করা হবে। স্থানীয় প্রশাসন ও পুলিশ বিষয়টি গুরুত্বের সঙ্গে দেখছে বলে জানিয়েছেন কর্মকর্তারা। এ বিষয়ে আদালতে শুনানি শেষে আদেশ দেন বিচারক। প্রতিবেদনে বলা হয়েছে, সংশ্লিষ্ট কর্তৃপক্ষের নির্দেশনা অনুযায়ী বিষয়টি তদন্ত করা হচ্ছে। সরকারের পক্ষ থেকে জানানো হয়, আইন অনুযায়ী প্রয়োজনীয় ব্যবস্থা নেওয়া হবে এবং জনগণের স্বার্থ রক্ষায় সব পদক্ষেপ গ্রহণ করা হবে। স্থানীয় প্রশাসন ও পুলিশ বিষয়টি গুরুত্বের সঙ্গে দেখছে বলে জানিয়েছেন কর্মকর্তারা। এ বিষয়ে আদালতে শুনানি শেষে আদেশ দেন বিচারক। প্রতিবেদনে বলা হয়েছে, সংশ্লিষ্ট কর্তৃপক্ষের নির্দেশনা অনুযায়ী বিষয়টি তদন্ত করা হচ্ছে। সরকারের পক্ষ থেকে জানানো হয়, আইন অনুযায়ী প্রয়োজনীয় ব্যবস্থা নেওয়া হবে এবং জনগণের স্বার্থ রক্ষায় সব পদক্ষেপ গ্রহণ করা হবে। স্থানীয় প্রশাসন ও পুলিশ বিষয়টি গুরুত্বের সঙ্গে দেখছে বলে জানিয়েছেন কর্মকর্তারা। এ বিষয়ে আদালতে শুনানি শেষে আদেশ দেন বিচারক। স্বর্ণের প্রতিযোগিতা প্রতিবেদনে বলা হয়েছে, সংশ্লিষ্ট কর্তৃপক্ষের নির্দেশনা অনুযায়ী বিষয়টি তদন্ত করা হচ্ছে। সরকারের পক্ষ থেকে জানানো হয়, আইন অনুযায়ী প্রয়োজনীয় ব্যবস্থা নেওয়া হবে এবং জনগণের স্বার্থ রক্ষায় সব পদক্ষেপ গ্রহণ করা হবে। স্থানীয় প্রশাসন ও পুলিশ বিষয়টি গুরুত্বের সঙ্গে দেখছে বলে জানিয়েছেন কর্মকর্তারা। এ বিষয়ে আদালতে শুনানি শেষে আদেশ দেন বিচারক। প্রতিবেদনে বলা হয়েছে, সংশ্লিষ্ট কর্তৃপক্ষের নির্দেশনা অনুযায়ী বিষয়টি তদন্ত করা হচ্ছে। সরকারের পক্ষ থেকে জানানো হয়, আইন অনুযায়ী প্রয়োজনীয় ব্যবস্থা নেওয়া হবে এবং জনগণের স্বার্থ রক্ষায় সব পদক্ষেপ গ্রহণ করা হবে। স্থানীয় প্রশাসন ও পুলিশ বিষয়টি গুরুত্বের সঙ্গে দেখছে বলে জানিয়েছেন কর্মকর্তারা। এ বিষয়ে আদালতে শুনানি শেষে আদেশ দেন বিচারক। অবাক করা আবিষ্কার প্রতিবেদনে বলা হয়েছে, সংশ্লিষ্ট কর্তৃপক্ষের নির্দেশনা অনুযায়ী বিষয়টি তদন্ত করা হচ্ছে। সরকারের পক্ষ থেকে জানানো হয়, আইন অনুযায়ী প্রয়োজনীয় ব্যবস্থা নেওয়া হবে এবং জনগণের স্বার্থ রক্ষায় সব পদক্ষেপ গ্রহণ করা হবে। স্থানীয় প্রশাসন ও পুলিশ বিষয়টি গুরুত্বের সঙ্গে দেখছে বলে জানিয়েছেন কর্মকর্তারা। এ বিষয়ে আদালতে শুনানি শেষে আদেশ দেন বিচারক। প্রতিবেদনে বলা হয়েছে, সংশ্লিষ্ট কর্তৃপক্ষের নির্দেশনা অনুযায়ী বিষয়টি তদন্ত করা হচ্ছে। সরকারের পক্ষ থেকে জানানো হয়, আইন অনুযায়ী প্রয়োজনীয় ব্যবস্থা নেওয়া হবে এবং জনগণের স্বার্থ রক্ষায় সব পদক্ষেপ গ্রহণ করা হবে। স্থানীয় প্রশাসন ও পুলিশ বিষয়টি গুরুত্বের সঙ্গে দেখছে বলে জানিয়েছেন কর্মকর্তারা। এ বিষয়ে আদালতে শুনানি শেষে আদেশ দেন বিচারক। প্রতিবেদনে বলা হয়েছে, সংশ্লিষ্ট কর্তৃপক্ষের নির্দেশনা অনুযায়ী বিষয়টি তদন্ত করা হচ্ছে। সরকারের পক্ষ থেকে জানানো হয়, আইন অনুযায়ী প্রয়োজনীয় ব্যবস্থা নেওয়া হবে এবং জনগণের স্বার্থ রক্ষায় সব পদক্ষেপ গ্রহণ করা হবে। স্থানীয় প্রশাসন ও পুলিশ বিষয়টি গুরুত্বের সঙ্গে দেখছে বলে জানিয়েছেন কর্মকর্তারা। এ বিষয়ে আদালতে শুনানি শেষে আদেশ দেন বিচারক। পর্দায় বেশি না প্রতিবেদনে বলা হয়েছে, সংশ্লিষ্ট কর্তৃপক্ষের নির্দেশনা অনুযায়ী বিষয়টি তদন্ত করা হচ্ছে। সরকারের পক্ষ থেকে জানানো হয়, আইন অনুযায়ী প্রয়োজনীয় ব্যবস্থা নেওয়া হবে এবং জনগণের স্বার্থ রক্ষায় সব পদক্ষেপ গ্রহণ করা হবে। স্থানীয় প্রশাসন ও পুলিশ বিষয়টি গুরুত্বের সঙ্গে দেখছে বলে জানিয়েছেন কর্মকর্তারা। এ বিষয়ে আদালতে শুনানি শেষে আদেশ দেন বিচারক। (6, 26, 130, 914)
article-headline: রাজধানী খাটে বাড়তে (386, 581, 461, 592)
column-rule (506, 24, 507, 978)
article-headline: শিক্ষা চুক্তি (510, 526, 546, 537)
article-byline: স্টাফ রিপোর্টার ॥ (262, 354, 303, 361)
article-headline: সালাউদ্দিন ও তন্ময়ের বিদেশ গমনে নিষেধাজ্ঞা (272, 322, 369, 348)
article-box (137, 322, 255, 368)
